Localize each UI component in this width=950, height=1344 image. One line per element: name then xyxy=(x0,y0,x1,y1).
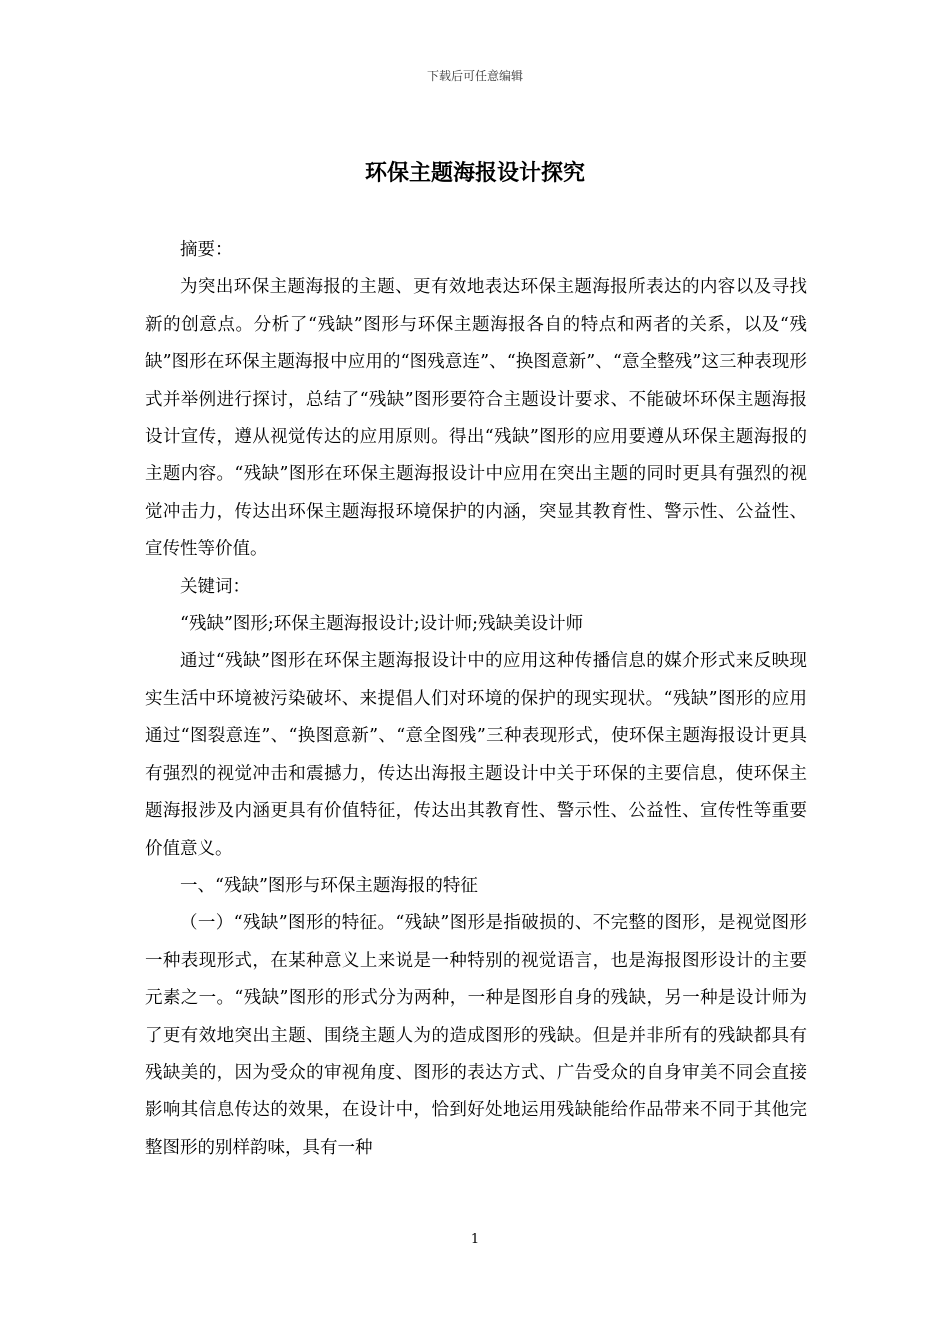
abstract-text: 为突出环保主题海报的主题、更有效地表达环保主题海报所表达的内容以及寻找新的创意点。分析了“残缺”图形与环保主题海报各自的特点和两者的关系，以及“残缺”图形在环保主题海报中应用的“图残意连”、“换图意新”、“意全整残”这三种表现形式并举例进行探讨，总结了“残缺”图形要符合主题设计要求、不能破坏环保主题海报设计宣传，遵从视觉传达的应用原则。得出“残缺”图形的应用要遵从环保主题海报的主题内容。“残缺”图形在环保主题海报设计中应用在突出主题的同时更具有强烈的视觉冲击力，传达出环保主题海报环境保护的内涵，突显其教育性、警示性、公益性、宣传性等价值。 xyxy=(145,277,807,560)
keywords-text: “残缺”图形;环保主题海报设计;设计师;残缺美设计师 xyxy=(180,614,584,635)
page-number: 1 xyxy=(470,1232,480,1247)
section1-heading: 一、“残缺”图形与环保主题海报的特征 xyxy=(180,875,478,896)
intro-paragraph: 通过“残缺”图形在环保主题海报设计中的应用这种传播信息的媒介形式来反映现实生活中环境被污染破坏、来提倡人们对环境的保护的现实现状。“残缺”图形的应用通过“图裂意连”、“换图意新”、“意全图残”三种表现形式，使环保主题海报设计更具有强烈的视觉冲击和震撼力，传达出海报主题设计中关于环保的主要信息，使环保主题海报涉及内涵更具有价值特征，传达出其教育性、警示性、公益性、宣传性等重要价值意义。 xyxy=(145,651,807,859)
keywords-label: 关键词： xyxy=(180,576,250,597)
abstract-label: 摘要： xyxy=(180,240,233,260)
page-header-note: 下载后可任意编辑 xyxy=(426,69,523,83)
document-title: 环保主题海报设计探究 xyxy=(364,160,585,186)
document-body xyxy=(145,232,807,1167)
section1-paragraph: （一）“残缺”图形的特征。“残缺”图形是指破损的、不完整的图形，是视觉图形一种表现形式，在某种意义上来说是一种特别的视觉语言，也是海报图形设计的主要元素之一。“残缺”图形的形式分为两种，一种是图形自身的残缺，另一种是设计师为了更有效地突出主题、围绕主题人为的造成图形的残缺。但是并非所有的残缺都具有残缺美的，因为受众的审视角度、图形的表达方式、广告受众的自身审美不同会直接影响其信息传达的效果，在设计中，恰到好处地运用残缺能给作品带来不同于其他完整图形的别样韵味，具有一种 xyxy=(145,913,807,1158)
